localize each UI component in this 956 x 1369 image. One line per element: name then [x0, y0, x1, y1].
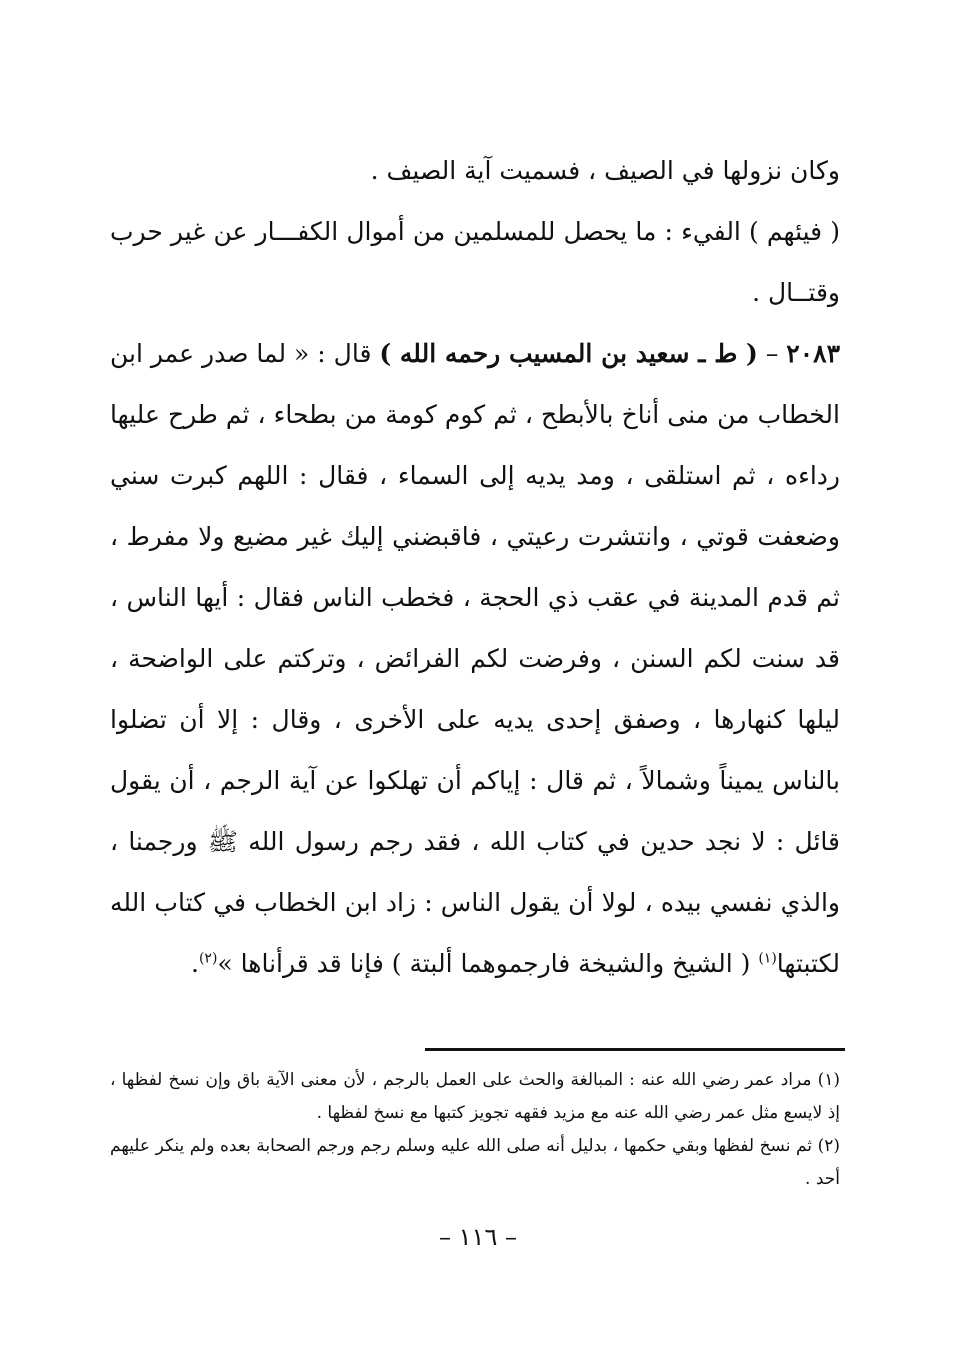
paragraph-summer-verse: وكان نزولها في الصيف ، فسميت آية الصيف . [370, 156, 840, 185]
hadith-text: قال : « لما صدر عمر ابن الخطاب من منى أناخ بالأبطح ، ثم كوم كومة من بطحاء ، ثم طرح عليها رداءه ، ثم استلقى ، ومد يديه إلى السماء ، فقال : اللهم كبرت سني وضعفت قوتي ، وانتشرت رعيتي ، فاقبضني إليك غير مضيع ولا مفرط ، ثم قدم المدينة في عقب ذي الحجة ، فخطب الناس فقال : أيها الناس ، قد سنت لكم السنن ، وفرضت لكم الفرائض ، وتركتم على الواضحة ، ليلها كنهارها ، وصفق إحدى يديه على الأخرى ، وقال : إلا أن تضلوا بالناس يميناً وشمالاً ، ثم قال : إياكم أن تهلكوا عن آية الرجم ، أن يقول قائل : لا نجد حدين في كتاب الله ، فقد رجم رسول الله ﷺ ورجمنا ، والذي نفسي بيده ، لولا أن يقول الناس : زاد ابن الخطاب في كتاب الله لكتبتها [110, 339, 840, 978]
footnotes [110, 1064, 840, 1196]
hadith-text-end: ( الشيخ والشيخة فارجموهما ألبتة ) فإنا قد قرأناها » [217, 949, 759, 978]
footnote-2: (٢) ثم نسخ لفظها وبقي حكمها ، بدليل أنه صلى الله عليه وسلم رجم ورجم الصحابة بعده ولم ينكر عليهم أحد . [110, 1136, 840, 1189]
main-text [110, 140, 840, 994]
hadith-dash: – [757, 339, 787, 368]
page-number: – ١١٦ – [439, 1223, 517, 1251]
footnote-ref-1: (١) [758, 950, 777, 967]
hadith-number: ٢٠٨٣ [786, 339, 840, 368]
footnote-1: (١) مراد عمر رضي الله عنه : المبالغة والحث على العمل بالرجم ، لأن معنى الآية باق وإن نسخ لفظها ، إذ لايسع مثل عمر رضي الله عنه مع مزيد فقهه تجويز كتبها مع نسخ لفظها . [110, 1070, 840, 1123]
footnote-ref-2: (٢) [198, 950, 218, 967]
hadith-narrator: ( ط ـ سعيد بن المسيب رحمه الله ) [379, 339, 758, 368]
paragraph-fay-definition: ( فيئهم ) الفيء : ما يحصل للمسلمين من أموال الكفـــار عن غير حرب وقتــال . [110, 217, 840, 307]
footnote-divider [425, 1048, 845, 1051]
hadith-end-mark: . [191, 949, 199, 978]
hadith-paragraph [110, 323, 840, 994]
